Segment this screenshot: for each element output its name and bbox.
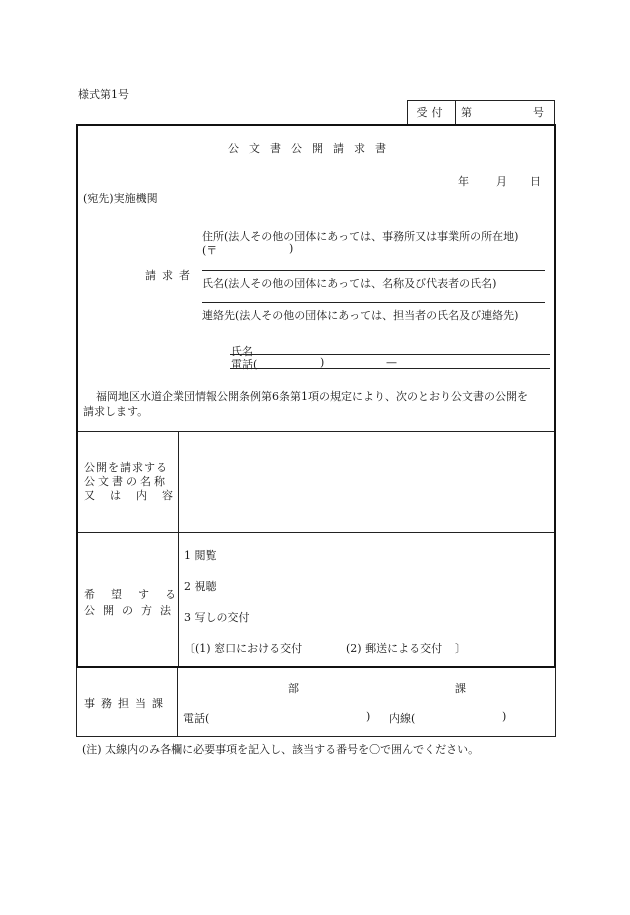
- document-name-field[interactable]: [179, 432, 553, 532]
- statement-line-2: 請求します。: [83, 405, 149, 418]
- document-label-line-3: 又は内容: [84, 489, 188, 502]
- document-label-line-2: 公文書の名称: [84, 475, 168, 488]
- receipt-label: 受付: [408, 101, 456, 124]
- name-line[interactable]: [202, 302, 545, 303]
- department-bu: 部: [288, 682, 299, 695]
- section-divider-method: [78, 532, 554, 533]
- receipt-dai: 第: [461, 106, 472, 119]
- address-line[interactable]: [202, 270, 545, 271]
- addressee: (宛先)実施機関: [83, 192, 158, 205]
- receipt-gou: 号: [533, 106, 544, 119]
- method-label-line-1: 希望する: [84, 588, 192, 601]
- date-month: 月: [496, 175, 507, 188]
- form-title: 公文書公開請求書: [228, 142, 396, 155]
- name-caption: 氏名(法人その他の団体にあっては、名称及び代表者の氏名): [202, 277, 497, 290]
- delivery-bracket-close: 〕: [455, 642, 466, 655]
- contact-phone-line[interactable]: [230, 368, 550, 369]
- department-extension-close: ): [502, 710, 507, 723]
- department-column-divider: [177, 668, 178, 736]
- contact-phone-close: ): [320, 356, 325, 369]
- department-section: [76, 668, 556, 737]
- method-option-2[interactable]: 2 視聴: [184, 580, 217, 593]
- contact-caption: 連絡先(法人その他の団体にあっては、担当者の氏名及び連絡先): [202, 309, 519, 322]
- contact-name-line[interactable]: [230, 354, 550, 355]
- request-form: [76, 124, 556, 668]
- form-number: 様式第1号: [78, 88, 129, 101]
- statement-line-1: 福岡地区水道企業団情報公開条例第6条第1項の規定により、次のとおり公文書の公開を: [96, 390, 528, 403]
- department-phone-open: 電話(: [183, 712, 210, 725]
- contact-name-label: 氏名: [231, 345, 253, 358]
- requester-label: 請求者: [145, 269, 196, 282]
- contact-phone-open: 電話(: [231, 358, 258, 371]
- method-label-line-2: 公開の方法: [84, 604, 179, 617]
- document-label-line-1: 公開を請求する: [84, 461, 168, 474]
- postal-close: ): [289, 242, 294, 255]
- department-ka: 課: [455, 682, 466, 695]
- postal-open: (〒: [202, 244, 218, 257]
- method-option-3[interactable]: 3 写しの交付: [184, 611, 250, 624]
- department-extension-open: 内線(: [389, 712, 416, 725]
- receipt-box: [407, 100, 555, 124]
- delivery-option-1[interactable]: (1) 窓口における交付: [195, 642, 303, 655]
- department-label: 事務担当課: [84, 697, 169, 710]
- date-day: 日: [530, 175, 541, 188]
- contact-phone-dash: —: [386, 356, 397, 369]
- footnote: (注) 太線内のみ各欄に必要事項を記入し、該当する番号を〇で囲んでください。: [82, 743, 480, 756]
- department-phone-close: ): [366, 710, 371, 723]
- address-caption: 住所(法人その他の団体にあっては、事務所又は事業所の所在地): [202, 230, 519, 243]
- date-year: 年: [458, 175, 469, 188]
- delivery-bracket-open: 〔: [184, 642, 195, 655]
- delivery-option-2[interactable]: (2) 郵送による交付: [346, 642, 443, 655]
- method-option-1[interactable]: 1 閲覧: [184, 549, 217, 562]
